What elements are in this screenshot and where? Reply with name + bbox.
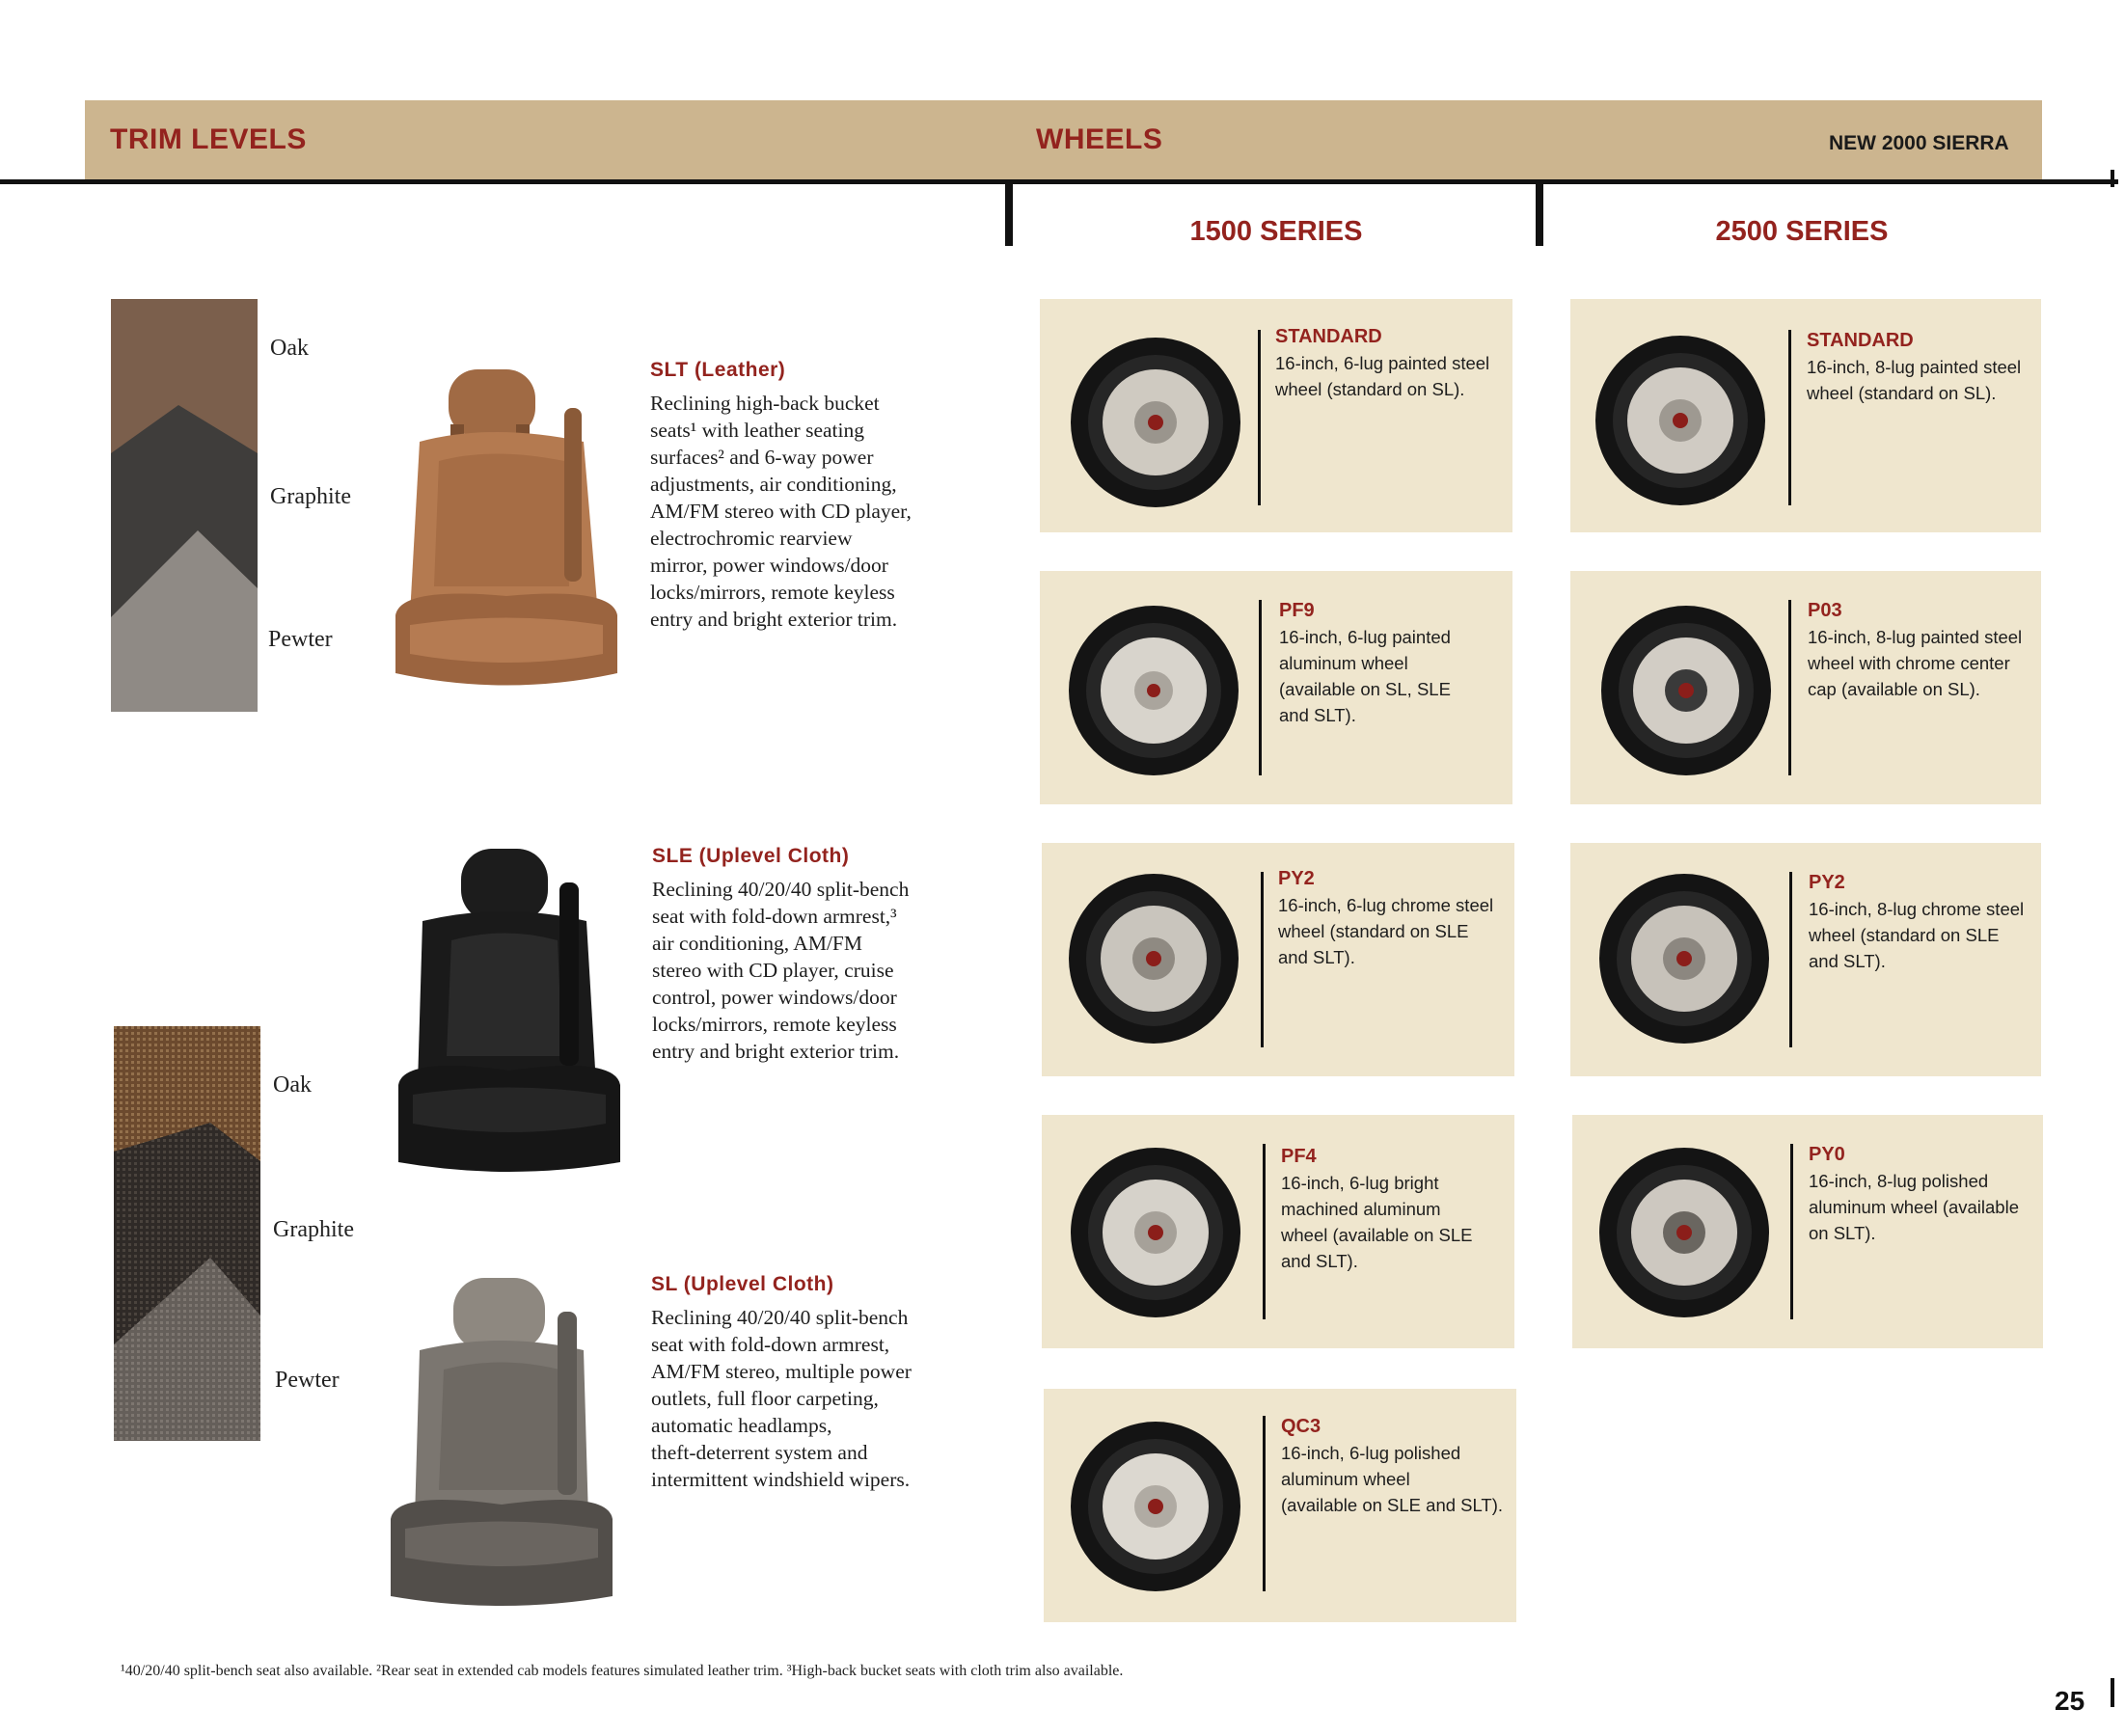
desc-line: intermittent windshield wipers.	[651, 1468, 911, 1491]
wheel-icon	[1597, 1146, 1771, 1319]
wheel-code: PF4	[1281, 1146, 1317, 1167]
desc-line: machined aluminum	[1281, 1199, 1441, 1219]
wheel-desc	[1281, 1170, 1512, 1274]
sle-cloth-seat-image	[394, 844, 625, 1186]
desc-line: control, power windows/door	[652, 986, 897, 1009]
desc-line: wheel (standard on SLE	[1278, 921, 1469, 941]
trim-sle	[652, 845, 980, 1065]
trim-slt-desc	[650, 390, 978, 633]
card-divider	[1788, 330, 1791, 505]
desc-line: 16-inch, 8-lug painted steel	[1807, 357, 2022, 377]
wheel-card-1500-standard	[1040, 299, 1512, 532]
wheel-desc	[1278, 892, 1510, 970]
desc-line: Reclining high-back bucket	[650, 392, 880, 415]
desc-line: adjustments, air conditioning,	[650, 473, 897, 496]
wheel-card-2500-py0	[1572, 1115, 2043, 1348]
wheel-card-1500-pf4	[1042, 1115, 1514, 1348]
wheel-icon	[1069, 1146, 1242, 1319]
wheel-icon	[1594, 334, 1767, 507]
sl-cloth-seat-image	[386, 1273, 617, 1620]
series-1500-title: 1500 SERIES	[1189, 216, 1363, 247]
desc-line: wheel (available on SLE	[1281, 1225, 1473, 1245]
desc-line: (available on SLE and SLT).	[1281, 1495, 1504, 1515]
desc-line: (available on SL, SLE	[1279, 679, 1451, 699]
trim-sl-desc	[651, 1304, 979, 1493]
desc-line: 16-inch, 6-lug chrome steel	[1278, 895, 1494, 915]
desc-line: locks/mirrors, remote keyless	[650, 581, 895, 604]
desc-line: 16-inch, 8-lug chrome steel	[1809, 899, 2025, 919]
desc-line: automatic headlamps,	[651, 1414, 832, 1437]
wheel-desc	[1281, 1440, 1512, 1518]
card-divider	[1259, 600, 1262, 775]
wheel-desc	[1809, 896, 2040, 974]
cloth-swatch	[114, 1026, 260, 1441]
wheel-desc	[1809, 1168, 2040, 1246]
wheel-code: PY2	[1278, 868, 1315, 889]
swatch-label-graphite: Graphite	[270, 484, 351, 509]
desc-line: entry and bright exterior trim.	[652, 1040, 900, 1063]
wheel-icon	[1067, 872, 1240, 1045]
desc-line: 16-inch, 6-lug bright	[1281, 1173, 1439, 1193]
wheels-heading: WHEELS	[1036, 123, 1163, 155]
desc-line: 16-inch, 6-lug painted	[1279, 627, 1451, 647]
wheel-card-1500-qc3	[1044, 1389, 1516, 1622]
desc-line: outlets, full floor carpeting,	[651, 1387, 879, 1410]
desc-line: Reclining 40/20/40 split-bench	[651, 1306, 909, 1329]
wheel-desc	[1275, 350, 1507, 402]
wheel-code: PY2	[1809, 872, 1845, 893]
trim-levels-heading: TRIM LEVELS	[110, 123, 307, 155]
desc-line: wheel (standard on SL).	[1275, 379, 1465, 399]
card-divider	[1788, 600, 1791, 775]
trim-sle-name: SLE (Uplevel Cloth)	[652, 845, 850, 867]
card-divider	[1263, 1144, 1266, 1319]
rule-tick	[2111, 170, 2114, 187]
desc-line: stereo with CD player, cruise	[652, 959, 894, 982]
swatch-label-graphite: Graphite	[273, 1217, 354, 1242]
page-number: 25	[2055, 1686, 2085, 1716]
wheel-desc	[1808, 624, 2039, 702]
desc-line: locks/mirrors, remote keyless	[652, 1013, 897, 1036]
wheel-code: STANDARD	[1275, 326, 1382, 347]
desc-line: and SLT).	[1278, 947, 1355, 967]
desc-line: and SLT).	[1281, 1251, 1358, 1271]
desc-line: wheel (standard on SL).	[1807, 383, 1997, 403]
desc-line: and SLT).	[1279, 705, 1356, 725]
trim-sl-name: SL (Uplevel Cloth)	[651, 1273, 834, 1295]
page-corner-mark	[2111, 1678, 2114, 1707]
desc-line: seat with fold-down armrest,³	[652, 905, 897, 928]
desc-line: entry and bright exterior trim.	[650, 608, 898, 631]
footnote: ¹40/20/40 split-bench seat also available. ²Rear seat in extended cab models features simulated leather trim. ³High-back bucket seats with cloth trim also available.	[121, 1663, 1124, 1679]
header-rule	[0, 179, 2118, 184]
leather-swatch	[111, 299, 258, 712]
swatch-label-pewter: Pewter	[268, 627, 333, 652]
desc-line: air conditioning, AM/FM	[652, 932, 862, 955]
desc-line: seat with fold-down armrest,	[651, 1333, 890, 1356]
desc-line: cap (available on SL).	[1808, 679, 1980, 699]
desc-line: mirror, power windows/door	[650, 554, 888, 577]
wheel-icon	[1599, 604, 1773, 777]
wheel-icon	[1069, 1420, 1242, 1593]
card-divider	[1258, 330, 1261, 505]
trim-slt	[650, 359, 978, 633]
brand-label: NEW 2000 SIERRA	[1829, 132, 2009, 154]
desc-line: wheel with chrome center	[1808, 653, 2010, 673]
series-divider-2500	[1536, 184, 1543, 246]
desc-line: aluminum wheel	[1281, 1469, 1410, 1489]
wheel-code: PF9	[1279, 600, 1315, 621]
wheel-icon	[1067, 604, 1240, 777]
desc-line: 16-inch, 8-lug polished	[1809, 1171, 1989, 1191]
desc-line: 16-inch, 6-lug polished	[1281, 1443, 1461, 1463]
desc-line: and SLT).	[1809, 951, 1886, 971]
desc-line: 16-inch, 6-lug painted steel	[1275, 353, 1490, 373]
wheel-desc	[1807, 354, 2038, 406]
wheel-code: PY0	[1809, 1144, 1845, 1165]
trim-slt-name: SLT (Leather)	[650, 359, 786, 381]
desc-line: surfaces² and 6-way power	[650, 446, 874, 469]
wheel-card-2500-py2	[1570, 843, 2041, 1076]
desc-line: theft-deterrent system and	[651, 1441, 868, 1464]
wheel-desc	[1279, 624, 1511, 728]
card-divider	[1263, 1416, 1266, 1591]
card-divider	[1790, 1144, 1793, 1319]
wheel-icon	[1069, 336, 1242, 509]
card-divider	[1789, 872, 1792, 1047]
swatch-label-oak: Oak	[273, 1072, 312, 1098]
trim-sle-desc	[652, 876, 980, 1065]
desc-line: seats¹ with leather seating	[650, 419, 864, 442]
series-2500-title: 2500 SERIES	[1715, 216, 1889, 247]
desc-line: aluminum wheel	[1279, 653, 1408, 673]
desc-line: AM/FM stereo with CD player,	[650, 500, 912, 523]
card-divider	[1261, 872, 1264, 1047]
desc-line: aluminum wheel (available	[1809, 1197, 2019, 1217]
desc-line: wheel (standard on SLE	[1809, 925, 2000, 945]
series-divider-1500	[1005, 184, 1013, 246]
slt-leather-seat-image	[391, 365, 622, 702]
wheel-card-2500-standard	[1570, 299, 2041, 532]
wheel-card-1500-py2	[1042, 843, 1514, 1076]
wheel-code: QC3	[1281, 1416, 1321, 1437]
wheel-code: STANDARD	[1807, 330, 1914, 351]
wheel-card-2500-p03	[1570, 571, 2041, 804]
desc-line: AM/FM stereo, multiple power	[651, 1360, 912, 1383]
desc-line: on SLT).	[1809, 1223, 1876, 1243]
desc-line: Reclining 40/20/40 split-bench	[652, 878, 910, 901]
desc-line: electrochromic rearview	[650, 527, 853, 550]
wheel-code: P03	[1808, 600, 1842, 621]
wheel-icon	[1597, 872, 1771, 1045]
swatch-label-pewter: Pewter	[275, 1368, 340, 1393]
desc-line: 16-inch, 8-lug painted steel	[1808, 627, 2023, 647]
trim-sl	[651, 1273, 979, 1493]
swatch-label-oak: Oak	[270, 336, 309, 361]
wheel-card-1500-pf9	[1040, 571, 1512, 804]
